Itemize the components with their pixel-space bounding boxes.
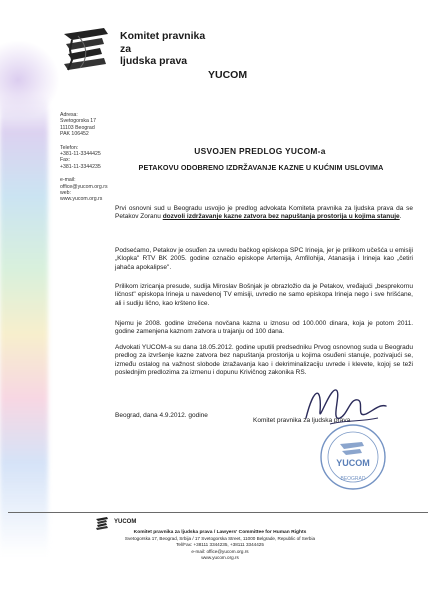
footer-line: www.yucom.org.rs <box>201 554 239 560</box>
address-line: 11103 Beograd <box>60 124 95 131</box>
iridescent-top-glow <box>0 40 60 120</box>
paragraph-1-emphasis: dozvoli izdržavanje kazne zatvora bez napuštanja prostorija u kojima stanuje <box>162 213 400 221</box>
paragraph-1-end: . <box>399 213 402 221</box>
web-label: web: <box>60 190 71 197</box>
headline-subtitle: PETAKOVU ODOBRENO IZDRŽAVANJE KAZNE U KUĆNIM USLOVIMA <box>138 163 384 172</box>
org-name <box>120 30 205 68</box>
footer-line: Tel/Fax: +38111 3344235, +38111 3344425 <box>176 542 264 548</box>
web-value: www.yucom.org.rs <box>60 196 103 203</box>
footer-block <box>60 530 380 561</box>
paragraph-5: Advokati YUCOM-a su dana 18.05.2012. godine uputili predsedniku Prvog osnovnog suda u Beogradu predlog za izvršenje kazne zatvora bez napuštanja prostorija u kojima osuđeni stanuje, pozivajući se, između ostalog na važnost slobode izražavanja kao i dekriminalizaciju uvrede i klevete, kojoj se teži poslednjim predlozima za izmenu i dopunu Krivičnog zakonika RS. <box>115 344 413 377</box>
org-name-line: za <box>120 42 132 55</box>
phone-label: Telefon: <box>60 144 79 151</box>
footer-logo-icon <box>95 516 109 530</box>
footer-divider <box>8 512 428 513</box>
org-name-line: Komitet pravnika <box>120 30 206 42</box>
email-label: e-mail: <box>60 177 76 184</box>
paragraph-1 <box>115 205 413 222</box>
address-label: Adresa: <box>60 112 78 118</box>
yucom-logo-icon <box>58 24 114 80</box>
paragraph-1-text: Prvi osnovni sud u Beogradu usvojio je predlog advokata Komiteta pravnika za ljudska prava da se Petakov Zoranu <box>115 205 413 221</box>
org-name-line: ljudska prava <box>120 55 188 67</box>
address-line: Svetogorska 17 <box>60 118 97 125</box>
letter-date: Beograd, dana 4.9.2012. godine <box>115 412 208 419</box>
official-seal-stamp <box>318 422 388 492</box>
paragraph-2: Podsećamo, Petakov je osuđen za uvredu bačkog episkopa SPC Irineja, jer je prilikom učešća u emisiji „Klopka" RTV BK 2005. godine označio episkope Artemija, Amfilohija, Atanasija i Irineja kao „četiri jahača apokalipse". <box>115 247 413 271</box>
footer-line: e-mail: office@yucom.org.rs <box>191 548 249 554</box>
paragraph-3: Prilikom izricanja presude, sudija Miroslav Bošnjak je obrazložio da je Petakov, vređajući „besprekornu ličnost" episkopa Irineja u navedenoj TV emisiji, uvredio ne samo episkopa Irineja nego i sve hrišćane, ali i sudiju lično, kao kršteno lice. <box>115 283 413 307</box>
signer-name: Komitet pravnika za ljudska prava <box>253 417 351 424</box>
contact-block <box>60 112 150 203</box>
paragraph-4: Njemu je 2008. godine izrečena novčana kazna u iznosu od 100.000 dinara, koja je potom 2011. godine zamenjena kaznom zatvora u trajanju od 100 dana. <box>115 320 413 336</box>
fax-label: Fax: <box>60 157 71 164</box>
fax-value: +381-11-3344235 <box>60 163 101 170</box>
iridescent-side-strip <box>0 95 48 555</box>
footer-short-name: YUCOM <box>114 519 137 525</box>
headline-title: USVOJEN PREDLOG YUCOM-a <box>194 146 326 156</box>
email-value: office@yucom.org.rs <box>60 183 108 190</box>
seal-ring-text: BEOGRAD <box>340 476 366 482</box>
seal-text: YUCOM <box>336 458 370 468</box>
footer-line: Svetogorska 17, Beograd, Srbija / 17 Svetogorska Street, 11000 Belgrade, Republic of Serbia <box>124 536 316 542</box>
phone-value: +381-11-3344425 <box>60 151 101 158</box>
address-line: PAK 106452 <box>60 131 89 138</box>
footer-line: Komitet pravnika za ljudska prava / Lawyers' Committee for Human Rights <box>133 530 307 535</box>
org-short-name: YUCOM <box>208 69 248 81</box>
